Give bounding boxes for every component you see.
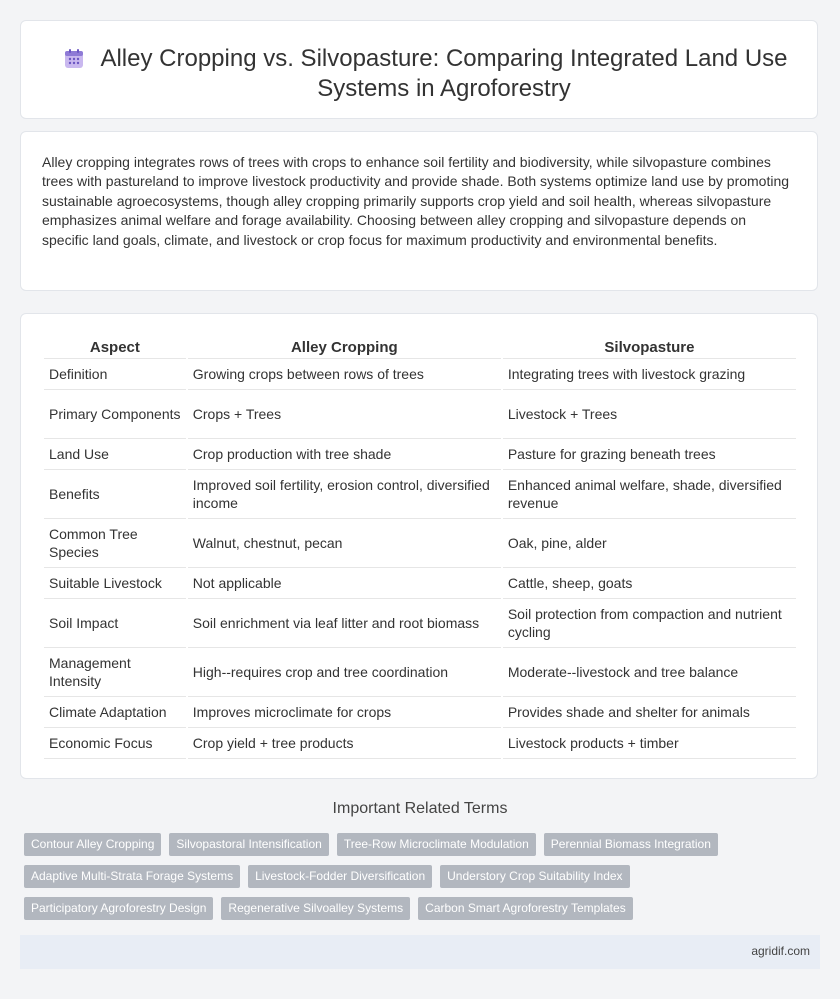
table-header-row bbox=[44, 336, 796, 359]
calendar-grid-icon bbox=[63, 48, 85, 70]
table-row bbox=[44, 359, 796, 390]
cell-silvopasture: Moderate--livestock and tree balance bbox=[503, 648, 796, 697]
cell-silvopasture: Integrating trees with livestock grazing bbox=[503, 359, 796, 390]
table-row bbox=[44, 648, 796, 697]
intro-card bbox=[20, 131, 818, 291]
related-tag[interactable]: Perennial Biomass Integration bbox=[544, 833, 718, 856]
related-tag[interactable]: Carbon Smart Agroforestry Templates bbox=[418, 897, 633, 920]
cell-silvopasture: Pasture for grazing beneath trees bbox=[503, 439, 796, 470]
related-tag[interactable]: Contour Alley Cropping bbox=[24, 833, 161, 856]
header-silvopasture: Silvopasture bbox=[503, 336, 796, 359]
cell-alley-cropping: Growing crops between rows of trees bbox=[188, 359, 501, 390]
related-tag[interactable]: Understory Crop Suitability Index bbox=[440, 865, 629, 888]
cell-alley-cropping: Improved soil fertility, erosion control, diversified income bbox=[188, 470, 501, 519]
related-tag[interactable]: Tree-Row Microclimate Modulation bbox=[337, 833, 536, 856]
cell-aspect: Soil Impact bbox=[44, 599, 186, 648]
table-row bbox=[44, 568, 796, 599]
cell-aspect: Suitable Livestock bbox=[44, 568, 186, 599]
table-row bbox=[44, 697, 796, 728]
cell-alley-cropping: Crop production with tree shade bbox=[188, 439, 501, 470]
cell-alley-cropping: High--requires crop and tree coordination bbox=[188, 648, 501, 697]
cell-aspect: Benefits bbox=[44, 470, 186, 519]
cell-alley-cropping: Crop yield + tree products bbox=[188, 728, 501, 759]
cell-alley-cropping: Soil enrichment via leaf litter and root biomass bbox=[188, 599, 501, 648]
cell-aspect: Management Intensity bbox=[44, 648, 186, 697]
related-terms-heading: Important Related Terms bbox=[332, 800, 508, 817]
cell-aspect: Economic Focus bbox=[44, 728, 186, 759]
table-row bbox=[44, 599, 796, 648]
cell-silvopasture: Livestock products + timber bbox=[503, 728, 796, 759]
cell-silvopasture: Livestock + Trees bbox=[503, 390, 796, 439]
footer bbox=[20, 935, 820, 969]
intro-paragraph: Alley cropping integrates rows of trees with crops to enhance soil fertility and biodiversity, while silvopasture combines trees with pastureland to improve livestock productivity and provide shade. Both systems optimize land use by promoting sustainable agroecosystems, though alley cropping primarily supports crop yield and soil health, whereas silvopasture emphasizes animal welfare and forage availability. Choosing between alley cropping and silvopasture depends on specific land goals, climate, and livestock or crop focus for maximum productivity and environmental benefits. bbox=[42, 154, 790, 248]
cell-aspect: Definition bbox=[44, 359, 186, 390]
cell-aspect: Primary Components bbox=[44, 390, 186, 439]
cell-silvopasture: Cattle, sheep, goats bbox=[503, 568, 796, 599]
cell-aspect: Land Use bbox=[44, 439, 186, 470]
related-tag[interactable]: Adaptive Multi-Strata Forage Systems bbox=[24, 865, 240, 888]
related-tags-row bbox=[24, 833, 824, 856]
cell-alley-cropping: Improves microclimate for crops bbox=[188, 697, 501, 728]
related-tag[interactable]: Regenerative Silvoalley Systems bbox=[221, 897, 410, 920]
header-aspect: Aspect bbox=[44, 336, 186, 359]
cell-silvopasture: Provides shade and shelter for animals bbox=[503, 697, 796, 728]
footer-domain-link[interactable]: agridif.com bbox=[751, 944, 810, 958]
cell-silvopasture: Soil protection from compaction and nutrient cycling bbox=[503, 599, 796, 648]
title-card bbox=[20, 20, 818, 119]
related-tags-row bbox=[24, 865, 824, 888]
related-tag[interactable]: Silvopastoral Intensification bbox=[169, 833, 328, 856]
table-row bbox=[44, 728, 796, 759]
cell-alley-cropping: Walnut, chestnut, pecan bbox=[188, 519, 501, 568]
related-tag[interactable]: Participatory Agroforestry Design bbox=[24, 897, 213, 920]
cell-aspect: Common Tree Species bbox=[44, 519, 186, 568]
cell-alley-cropping: Crops + Trees bbox=[188, 390, 501, 439]
cell-silvopasture: Oak, pine, alder bbox=[503, 519, 796, 568]
comparison-table-card bbox=[20, 313, 818, 779]
cell-silvopasture: Enhanced animal welfare, shade, diversified revenue bbox=[503, 470, 796, 519]
header-alley-cropping: Alley Cropping bbox=[188, 336, 501, 359]
table-row bbox=[44, 439, 796, 470]
table-row bbox=[44, 519, 796, 568]
related-tag[interactable]: Livestock-Fodder Diversification bbox=[248, 865, 432, 888]
comparison-table bbox=[42, 336, 798, 759]
page-title: Alley Cropping vs. Silvopasture: Comparing Integrated Land Use Systems in Agroforestry bbox=[100, 45, 788, 102]
related-tags-row bbox=[24, 897, 824, 920]
table-row bbox=[44, 470, 796, 519]
table-row bbox=[44, 390, 796, 439]
cell-alley-cropping: Not applicable bbox=[188, 568, 501, 599]
cell-aspect: Climate Adaptation bbox=[44, 697, 186, 728]
